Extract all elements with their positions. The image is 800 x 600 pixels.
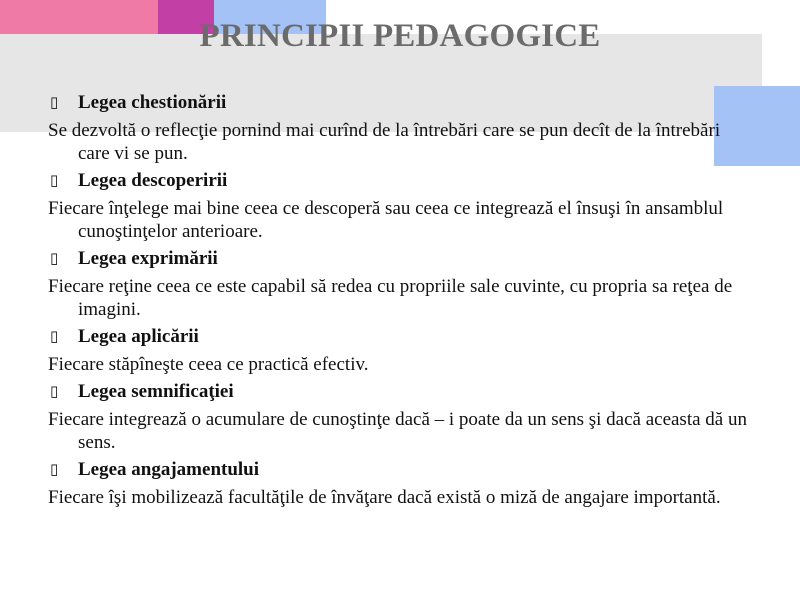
slide-content (48, 91, 748, 513)
item-heading (48, 169, 748, 192)
item-heading (48, 247, 748, 270)
item-text: Se dezvoltă o reflecţie pornind mai curînd de la întrebări care se pun decît de la întrebări care vi se pun. (48, 120, 721, 164)
item-text: Fiecare stăpîneşte ceea ce practică efectiv. (48, 354, 369, 375)
item-heading (48, 91, 748, 114)
heading-text: Legea aplicării (78, 326, 199, 347)
bullet-icon: ▯ (50, 329, 59, 345)
heading-text: Legea exprimării (78, 248, 218, 269)
heading-text: Legea angajamentului (78, 459, 260, 480)
heading-text: Legea descoperirii (78, 170, 228, 191)
bullet-icon: ▯ (50, 95, 59, 111)
bullet-icon: ▯ (50, 384, 59, 400)
heading-text: Legea chestionării (78, 92, 227, 113)
bullet-icon: ▯ (50, 173, 59, 189)
heading-text: Legea semnificaţiei (78, 381, 234, 402)
item-heading (48, 458, 748, 481)
bullet-icon: ▯ (50, 251, 59, 267)
item-text: Fiecare integrează o acumulare de cunoştinţe dacă – i poate da un sens şi dacă aceasta dă un sens. (48, 409, 747, 453)
item-text: Fiecare înţelege mai bine ceea ce descoperă sau ceea ce integrează el însuşi în ansamblul cunoştinţelor anterioare. (48, 198, 724, 242)
item-heading (48, 325, 748, 348)
item-text: Fiecare îşi mobilizează facultăţile de învăţare dacă există o miză de angajare importantă. (48, 487, 721, 508)
item-heading (48, 380, 748, 403)
slide-title: PRINCIPII PEDAGOGICE (199, 18, 601, 54)
item-text: Fiecare reţine ceea ce este capabil să redea cu propriile sale cuvinte, cu propria sa reţea de imagini. (48, 276, 733, 320)
bullet-icon: ▯ (50, 462, 59, 478)
